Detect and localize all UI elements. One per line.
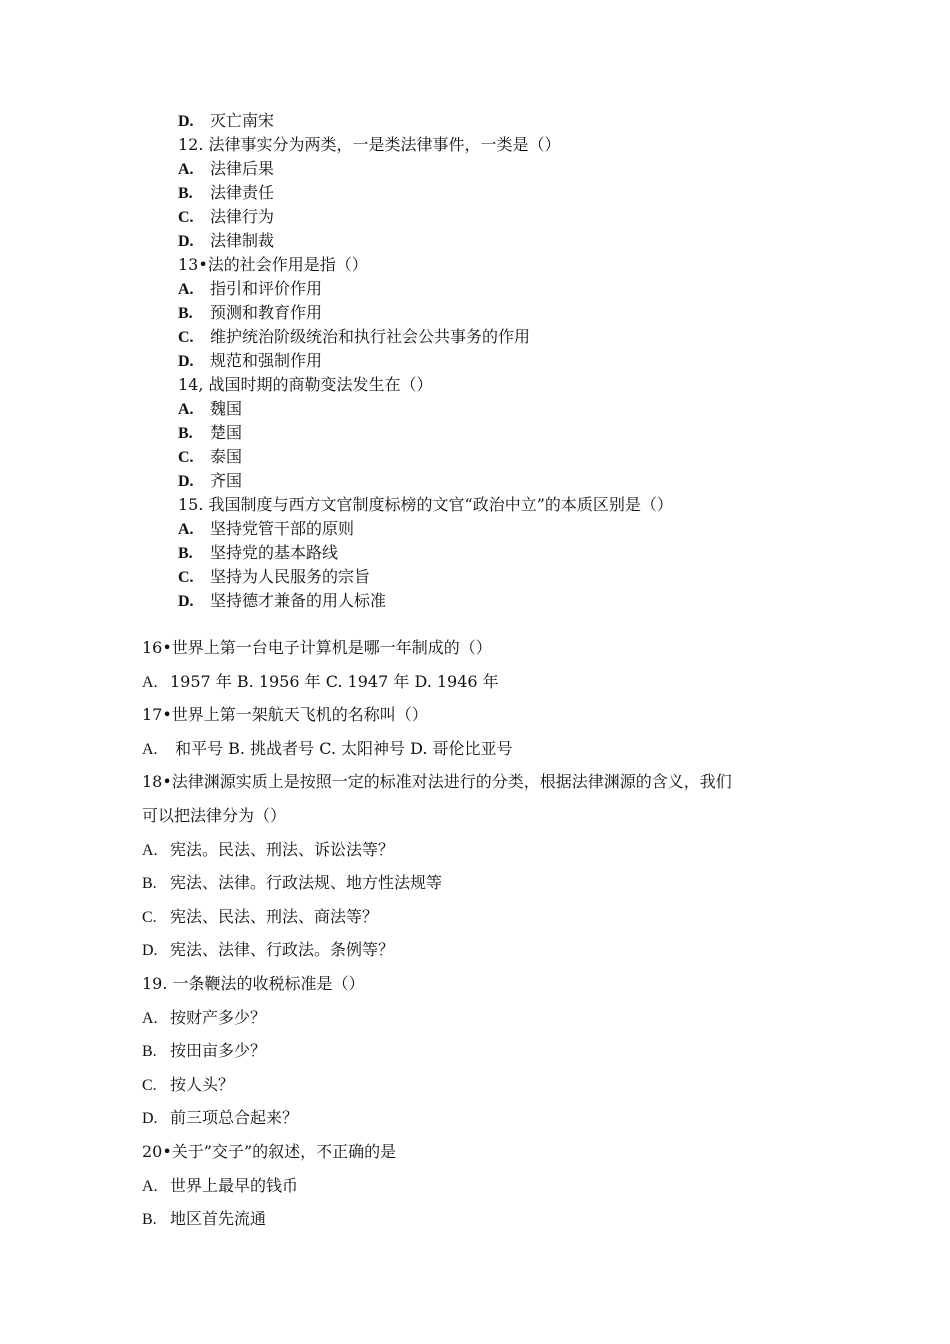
- answer-option: [178, 111, 274, 132]
- answer-option: [178, 231, 274, 252]
- answer-option: [178, 447, 242, 468]
- option-text: 1957 年 B. 1956 年 C. 1947 年 D. 1946 年: [170, 671, 499, 691]
- option-label: A.: [178, 161, 194, 178]
- option-text: 按人头？: [170, 1074, 235, 1094]
- option-text: 灭亡南宋: [210, 111, 275, 130]
- option-text: 坚持党管干部的原则: [210, 519, 355, 538]
- question-text: 16•世界上第一台电子计算机是哪一年制成的（）: [142, 638, 492, 657]
- answer-option: [142, 739, 513, 760]
- answer-option: [142, 1075, 234, 1096]
- answer-option: [178, 423, 242, 444]
- option-text: 世界上最早的钱币: [170, 1175, 299, 1195]
- option-label: C.: [178, 569, 194, 586]
- option-label: C.: [142, 1076, 157, 1094]
- answer-option: [142, 1108, 298, 1129]
- option-label: D.: [178, 593, 194, 610]
- option-label: B.: [142, 1043, 157, 1061]
- option-label: A.: [142, 1177, 158, 1195]
- option-label: A.: [142, 740, 158, 758]
- option-label: A.: [178, 521, 194, 538]
- answer-option: [178, 591, 386, 612]
- option-label: A.: [142, 1009, 158, 1027]
- question-text: 15. 我国制度与西方文官制度标榜的文官“政治中立”的本质区别是（）: [178, 495, 673, 514]
- option-label: A.: [178, 401, 194, 418]
- option-text: 法律行为: [210, 207, 275, 226]
- option-label: B.: [178, 185, 193, 202]
- option-label: A.: [142, 673, 158, 691]
- option-text: 预测和教育作用: [210, 303, 323, 322]
- answer-option: [142, 1176, 298, 1197]
- answer-option: [178, 279, 322, 300]
- option-text: 法律后果: [210, 159, 275, 178]
- option-label: C.: [142, 908, 157, 926]
- question-text: 可以把法律分为（）: [142, 806, 287, 825]
- option-text: 坚持党的基本路线: [210, 543, 339, 562]
- answer-option: [142, 1041, 266, 1062]
- question-text: 19. 一条鞭法的收税标准是（）: [142, 974, 365, 993]
- option-text: 齐国: [210, 471, 243, 490]
- option-label: B.: [178, 545, 193, 562]
- question-text: 13•法的社会作用是指（）: [178, 255, 368, 274]
- option-label: D.: [142, 1110, 158, 1128]
- question-text: 20•关于”交子”的叙述，不正确的是: [142, 1142, 397, 1161]
- option-label: C.: [178, 329, 194, 346]
- answer-option: [178, 519, 354, 540]
- option-label: B.: [142, 1211, 157, 1229]
- option-label: D.: [178, 233, 194, 250]
- option-text: 法律制裁: [210, 231, 275, 250]
- answer-option: [178, 543, 338, 564]
- option-label: B.: [178, 425, 193, 442]
- answer-option: [178, 399, 242, 420]
- option-text: 维护统治阶级统治和执行社会公共事务的作用: [210, 327, 531, 346]
- option-text: 宪法。民法、刑法、诉讼法等？: [170, 839, 395, 859]
- answer-option: [142, 907, 378, 928]
- option-label: C.: [178, 209, 194, 226]
- option-text: 魏国: [210, 399, 243, 418]
- option-text: 宪法、民法、刑法、商法等？: [170, 906, 379, 926]
- answer-option: [142, 1209, 266, 1230]
- option-text: 规范和强制作用: [210, 351, 323, 370]
- answer-option: [142, 873, 442, 894]
- question-text: 17•世界上第一架航天飞机的名称叫（）: [142, 705, 428, 725]
- answer-option: [142, 672, 499, 693]
- answer-option: [178, 567, 370, 588]
- option-text: 宪法、法律、行政法。条例等？: [170, 940, 395, 960]
- option-label: B.: [178, 305, 193, 322]
- option-text: 泰国: [210, 447, 243, 466]
- option-text: 楚国: [210, 423, 243, 442]
- option-label: D.: [142, 942, 158, 960]
- option-label: C.: [178, 449, 194, 466]
- option-label: D.: [178, 353, 194, 370]
- answer-option: [142, 940, 394, 961]
- option-label: D.: [178, 113, 194, 130]
- question-text: 14, 战国时期的商勒变法发生在（）: [178, 375, 433, 394]
- option-text: 法律责任: [210, 183, 275, 202]
- option-text: 坚持为人民服务的宗旨: [210, 567, 371, 586]
- answer-option: [178, 207, 274, 228]
- option-label: A.: [142, 841, 158, 859]
- option-text: 地区首先流通: [170, 1209, 267, 1229]
- question-text: 12. 法律事实分为两类，一是类法律事件，一类是（）: [178, 135, 561, 154]
- answer-option: [178, 159, 274, 180]
- answer-option: [142, 1008, 266, 1029]
- answer-option: [178, 303, 322, 324]
- option-label: A.: [178, 281, 194, 298]
- answer-option: [178, 327, 530, 348]
- option-text: 宪法、法律。行政法规、地方性法规等: [170, 873, 443, 893]
- option-label: B.: [142, 875, 157, 893]
- option-label: D.: [178, 473, 194, 490]
- question-text: 18•法律渊源实质上是按照一定的标准对法进行的分类，根据法律渊源的含义，我们: [142, 772, 732, 792]
- option-text: 按田亩多少？: [170, 1041, 267, 1061]
- answer-option: [142, 840, 394, 861]
- answer-option: [178, 351, 322, 372]
- option-text: 按财产多少？: [170, 1007, 267, 1027]
- option-text: 和平号 B. 挑战者号 C. 太阳神号 D. 哥伦比亚号: [170, 738, 513, 758]
- option-text: 前三项总合起来？: [170, 1108, 299, 1128]
- answer-option: [178, 471, 242, 492]
- option-text: 坚持德才兼备的用人标准: [210, 591, 387, 610]
- option-text: 指引和评价作用: [210, 279, 323, 298]
- answer-option: [178, 183, 274, 204]
